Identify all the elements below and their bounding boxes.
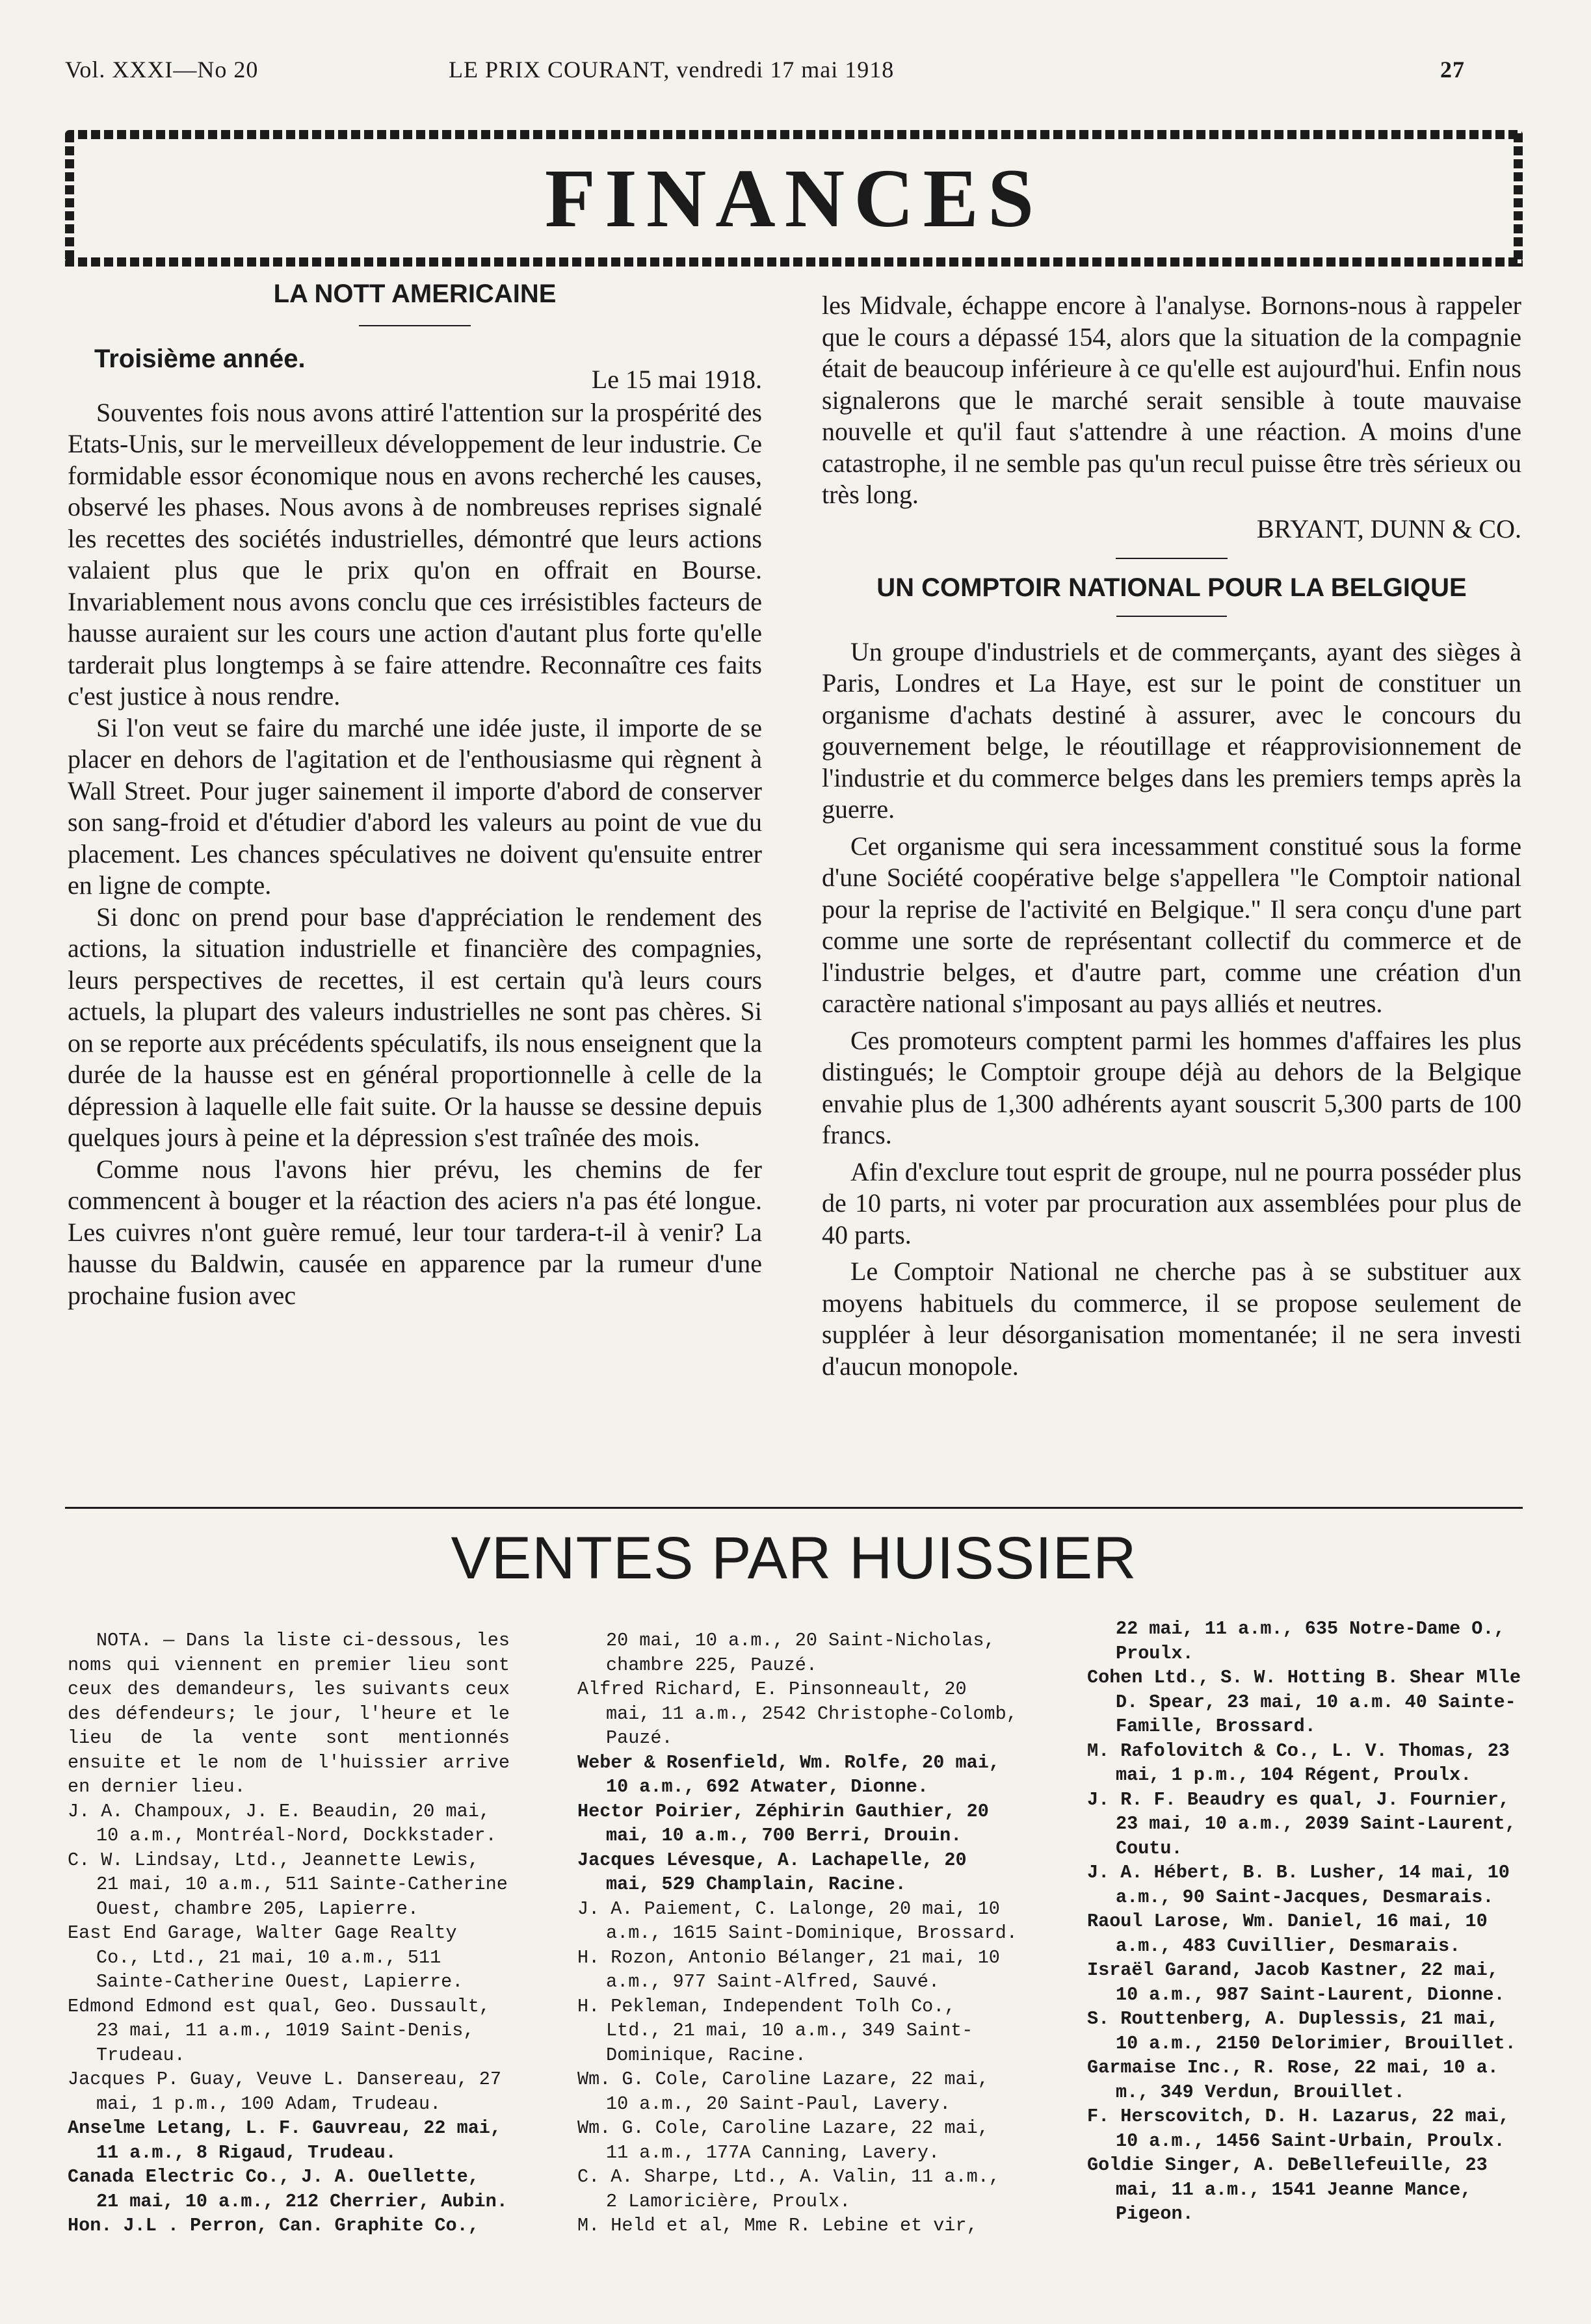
- list-item: Goldie Singer, A. DeBellefeuille, 23 mai, 11 a.m., 1541 Jeanne Mance, Pigeon.: [1087, 2154, 1488, 2225]
- ventes-column-2: [577, 1628, 1019, 2238]
- list-item: Cohen Ltd., S. W. Hotting B. Shear Mlle D. Spear, 23 mai, 10 a.m. 40 Sainte-Famille, Brossard.: [1087, 1667, 1521, 1737]
- banner-border-top: [65, 130, 1523, 139]
- list-item: Wm. G. Cole, Caroline Lazare, 22 mai, 10 a.m., 20 Saint-Paul, Lavery.: [577, 2069, 989, 2115]
- list-item: East End Garage, Walter Gage Realty Co., Ltd., 21 mai, 10 a.m., 511 Sainte-Catherine Ouest, Lapierre.: [68, 1922, 464, 1992]
- paragraph: Afin d'exclure tout esprit de groupe, nul ne pourra posséder plus de 10 parts, ni voter par procuration aux assemblées pour plus de 40 parts.: [822, 1156, 1521, 1249]
- list-item: Wm. G. Cole, Caroline Lazare, 22 mai, 11 a.m., 177A Canning, Lavery.: [577, 2117, 989, 2163]
- article-date: Le 15 mai 1918.: [591, 365, 762, 394]
- paragraph-continued: les Midvale, échappe encore à l'analyse. Bornons-nous à rappeler que le cours a dépassé 154, alors que la situation de la compagnie était de beaucoup inférieure à ce qu'elle est aujourd'hui. Enfin nous signalerons que le marché serait sensible à toute mauvaise nouvelle et qu'il faut s'attendre à une réaction. A moins d'une catastrophe, il ne semble pas qu'un recul puisse être très sérieux ou très long.: [822, 291, 1521, 509]
- list-item: H. Rozon, Antonio Bélanger, 21 mai, 10 a.m., 977 Saint-Alfred, Sauvé.: [577, 1946, 1000, 1992]
- list-item: Alfred Richard, E. Pinsonneault, 20 mai, 11 a.m., 2542 Christophe-Colomb, Pauzé.: [577, 1678, 1018, 1749]
- list-item-continued: 20 mai, 10 a.m., 20 Saint-Nicholas, chambre 225, Pauzé.: [606, 1630, 995, 1676]
- paragraph: Ces promoteurs comptent parmi les hommes d'affaires les plus distingués; le Comptoir groupe déjà au dehors de la Belgique envahie plus de 1,300 adhérents ayant souscrit 5,300 parts de 100 francs.: [822, 1025, 1521, 1149]
- title-rule: [1116, 616, 1227, 617]
- list-item: Jacques Lévesque, A. Lachapelle, 20 mai, 529 Champlain, Racine.: [577, 1849, 967, 1895]
- volume-number: Vol. XXXI—No 20: [65, 57, 259, 83]
- list-item: M. Held et al, Mme R. Lebine et vir,: [577, 2215, 978, 2236]
- paragraph: Comme nous l'avons hier prévu, les chemins de fer commencent à bouger et la réaction des aciers n'a pas été longue. Les cuivres n'ont guère remué, leur tour tardera-t-il à venir? La hausse du Baldwin, causée en apparence par la rumeur d'une prochaine fusion avec: [68, 1154, 762, 1310]
- running-title: LE PRIX COURANT, vendredi 17 mai 1918: [449, 57, 895, 83]
- article-body-left: [68, 364, 762, 1311]
- list-item: C. W. Lindsay, Ltd., Jeannette Lewis, 21 mai, 10 a.m., 511 Sainte-Catherine Ouest, chambre 205, Lapierre.: [68, 1849, 508, 1920]
- list-item: Israël Garand, Jacob Kastner, 22 mai, 10 a.m., 987 Saint-Laurent, Dionne.: [1087, 1959, 1505, 2005]
- list-item: Hector Poirier, Zéphirin Gauthier, 20 mai, 10 a.m., 700 Berri, Drouin.: [577, 1800, 989, 1846]
- list-item: Hon. J.L . Perron, Can. Graphite Co.,: [68, 2215, 479, 2236]
- list-item: J. R. F. Beaudry es qual, J. Fournier, 23 mai, 10 a.m., 2039 Saint-Laurent, Coutu.: [1087, 1788, 1516, 1859]
- list-item: Garmaise Inc., R. Rose, 22 mai, 10 a. m., 349 Verdun, Brouillet.: [1087, 2057, 1499, 2103]
- paragraph: Un groupe d'industriels et de commerçants, ayant des sièges à Paris, Londres et La Haye, est sur le point de constituer un organisme d'achats destiné à assurer, avec le concours du gouvernement belge, le réoutillage et réapprovisionnement de l'industrie et du commerce belges dans les premiers temps après la guerre.: [822, 636, 1521, 824]
- paragraph: Souventes fois nous avons attiré l'attention sur la prospérité des Etats-Unis, sur le merveilleux développement de leur industrie. Ce formidable essor économique nous en avons recherché les causes, observé les phases. Nous avons à de nombreuses reprises signalé les recettes des sociétés industrielles, démontré que leurs actions valaient plus que le prix qu'on en offrait en Bourse. Invariablement nous avons conclu que ces irrésistibles facteurs de hausse auraient sur les cours une action d'autant plus forte qu'elle tarderait plus longtemps à se faire attendre. Reconnaître ces faits c'est justice à nous rendre.: [68, 397, 762, 711]
- paragraph: Si donc on prend pour base d'appréciation le rendement des actions, la situation industrielle et financière des compagnies, leurs perspectives de recettes, il est certain qu'à leurs cours actuels, la plupart des valeurs industrielles ne sont pas chères. Si on se reporte aux précédents spéculatifs, ils nous enseignent que la durée de la hausse est en général proportionnelle à celle de la dépression à laquelle elle fait suite. Or la hausse se dessine depuis quelques jours à peine et la dépression s'est traînée des mois.: [68, 902, 762, 1152]
- list-item: S. Routtenberg, A. Duplessis, 21 mai, 10 a.m., 2150 Delorimier, Brouillet.: [1087, 2008, 1516, 2054]
- article-subtitle: Troisième année.: [94, 345, 306, 373]
- article-signature: BRYANT, DUNN & CO.: [1256, 514, 1521, 543]
- list-item: Anselme Letang, L. F. Gauvreau, 22 mai, 11 a.m., 8 Rigaud, Trudeau.: [68, 2117, 502, 2163]
- list-item: F. Herscovitch, D. H. Lazarus, 22 mai, 10 a.m., 1456 Saint-Urbain, Proulx.: [1087, 2106, 1510, 2152]
- section-divider: [65, 1507, 1523, 1509]
- list-item: Raoul Larose, Wm. Daniel, 16 mai, 10 a.m., 483 Cuvillier, Desmarais.: [1087, 1911, 1488, 1957]
- list-item: Edmond Edmond est qual, Geo. Dussault, 23 mai, 11 a.m., 1019 Saint-Denis, Trudeau.: [68, 1995, 490, 2066]
- list-item: Canada Electric Co., J. A. Ouellette, 21 mai, 10 a.m., 212 Cherrier, Aubin.: [68, 2166, 508, 2212]
- title-rule: [359, 325, 471, 326]
- section-title-finances: FINANCES: [544, 152, 1044, 244]
- article-body-right: [822, 290, 1521, 1382]
- list-item: J. A. Paiement, C. Lalonge, 20 mai, 10 a.m., 1615 Saint-Dominique, Brossard.: [577, 1898, 1018, 1944]
- list-item: J. A. Hébert, B. B. Lusher, 14 mai, 10 a.m., 90 Saint-Jacques, Desmarais.: [1087, 1862, 1510, 1908]
- list-item: J. A. Champoux, J. E. Beaudin, 20 mai, 10 a.m., Montréal-Nord, Dockkstader.: [68, 1800, 497, 1846]
- list-item: H. Pekleman, Independent Tolh Co., Ltd., 21 mai, 10 a.m., 349 Saint-Dominique, Racine.: [577, 1995, 973, 2066]
- article-title-nott-americaine: LA NOTT AMERICAINE: [273, 280, 557, 308]
- paragraph: Cet organisme qui sera incessamment constitué sous la forme d'une Société coopérative belge s'appellera "le Comptoir national pour la reprise de l'activité en Belgique." Il sera conçu d'une part comme une sorte de représentant collectif du commerce et de l'industrie belges, et d'autre part, comme une création d'un caractère national s'imposant au pays alliés et neutres.: [822, 831, 1521, 1018]
- nota: NOTA. — Dans la liste ci-dessous, les noms qui viennent en premier lieu sont ceux des demandeurs, les suivants ceux des défendeurs; le jour, l'heure et le lieu de la vente sont mentionnés ensuite et le nom de l'huissier arrive en dernier lieu.: [68, 1630, 510, 1797]
- page-number: 27: [1440, 57, 1465, 83]
- list-item: C. A. Sharpe, Ltd., A. Valin, 11 a.m., 2 Lamoricière, Proulx.: [577, 2166, 1000, 2212]
- ventes-column-1: [68, 1628, 510, 2238]
- article-title-comptoir: UN COMPTOIR NATIONAL POUR LA BELGIQUE: [876, 573, 1467, 602]
- list-item-continued: 22 mai, 11 a.m., 635 Notre-Dame O., Proulx.: [1116, 1618, 1505, 1664]
- ventes-column-3: [1087, 1617, 1529, 2226]
- paragraph: Le Comptoir National ne cherche pas à se substituer aux moyens habituels du commerce, il se propose seulement de suppléer à leur désorganisation momentanée; il ne sera investi d'aucun monopole.: [822, 1257, 1521, 1381]
- paragraph: Si l'on veut se faire du marché une idée juste, il importe de se placer en dehors de l'agitation et de l'enthousiasme qui règnent à Wall Street. Pour juger sainement il importe d'abord de conserver son sang-froid et d'étudier d'abord les valeurs au point de vue du placement. Les chances spéculatives ne doivent qu'ensuite entrer en ligne de compte.: [68, 712, 762, 900]
- banner-border-bottom: [65, 257, 1523, 267]
- list-item: Jacques P. Guay, Veuve L. Dansereau, 27 mai, 1 p.m., 100 Adam, Trudeau.: [68, 2069, 502, 2115]
- section-title-ventes: VENTES PAR HUISSIER: [451, 1525, 1137, 1591]
- list-item: M. Rafolovitch & Co., L. V. Thomas, 23 mai, 1 p.m., 104 Régent, Proulx.: [1087, 1740, 1510, 1786]
- separator-rule: [1116, 558, 1228, 559]
- list-item: Weber & Rosenfield, Wm. Rolfe, 20 mai, 10 a.m., 692 Atwater, Dionne.: [577, 1751, 1000, 1797]
